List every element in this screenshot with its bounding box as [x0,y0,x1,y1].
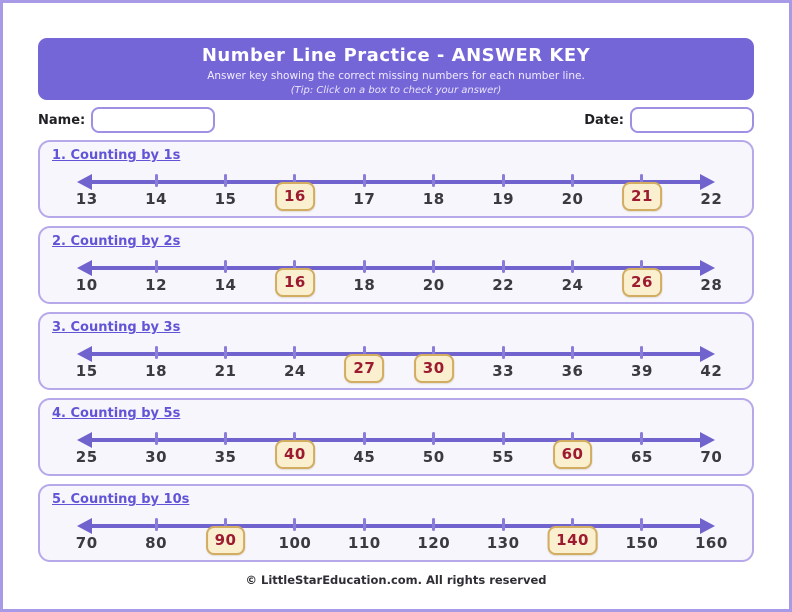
number-label: 24 [561,276,584,294]
number-cell [260,166,329,214]
number-cell [399,252,468,300]
number-label: 18 [422,190,445,208]
number-line-bar [90,352,702,356]
tick-mark [640,432,643,445]
number-label: 130 [486,534,520,552]
number-line-bar [90,180,702,184]
number-cell [121,510,190,558]
number-label: 14 [214,276,237,294]
tick-mark [363,518,366,531]
number-cell [191,510,260,558]
number-cell [538,252,607,300]
footer-copyright: © LittleStarEducation.com. All rights reserved [245,573,547,587]
section-2 [38,226,754,304]
tick-mark [293,518,296,531]
number-label: 17 [353,190,376,208]
number-cell [260,510,329,558]
tick-mark [224,174,227,187]
tick-mark [432,260,435,273]
number-cell [538,166,607,214]
number-label: 30 [145,448,168,466]
number-label: 100 [278,534,312,552]
sections-list [38,140,754,562]
number-cell [330,424,399,472]
number-cell [260,252,329,300]
number-label: 12 [145,276,168,294]
tick-mark [571,174,574,187]
number-cells [52,252,746,300]
number-cell [468,338,537,386]
date-input[interactable] [630,107,754,133]
section-title: 5. Counting by 10s [52,492,190,507]
page-container [3,3,789,587]
tick-mark [640,346,643,359]
number-cell [330,166,399,214]
tick-mark [363,174,366,187]
answer-box[interactable]: 27 [344,354,384,383]
number-label: 65 [631,448,653,466]
number-line-bar [90,438,702,442]
section-title: 1. Counting by 1s [52,148,181,163]
number-label: 33 [492,362,515,380]
tick-mark [224,432,227,445]
section-5 [38,484,754,562]
number-cells [52,424,746,472]
number-cell [399,166,468,214]
arrow-right-icon [700,518,715,534]
number-cell [121,338,190,386]
answer-box[interactable]: 140 [547,526,598,555]
number-label: 39 [631,362,653,380]
number-label: 55 [492,448,515,466]
arrow-left-icon [77,518,92,534]
number-cell [330,338,399,386]
number-label: 28 [700,276,723,294]
number-line-bar [90,524,702,528]
number-cell [538,510,607,558]
tick-mark [155,346,158,359]
tick-mark [640,518,643,531]
section-title: 3. Counting by 3s [52,320,181,335]
number-label: 14 [145,190,168,208]
arrow-left-icon [77,174,92,190]
tick-mark [155,174,158,187]
tick-mark [502,174,505,187]
tick-mark [432,174,435,187]
number-cell [260,424,329,472]
tick-mark [502,432,505,445]
number-label: 19 [492,190,515,208]
number-label: 35 [214,448,237,466]
number-label: 20 [422,276,445,294]
tick-mark [502,260,505,273]
number-cell [260,338,329,386]
page-title: Number Line Practice - ANSWER KEY [201,45,591,66]
number-cell [607,424,676,472]
tick-mark [155,432,158,445]
number-cell [607,338,676,386]
section-3 [38,312,754,390]
tick-mark [363,260,366,273]
number-cell [468,424,537,472]
number-cell [191,424,260,472]
name-date-row [38,106,754,134]
name-label: Name: [38,112,86,128]
number-line [40,510,752,558]
tick-mark [155,260,158,273]
section-1 [38,140,754,218]
section-title: 2. Counting by 2s [52,234,181,249]
tick-mark [571,260,574,273]
tick-mark [155,518,158,531]
number-cell [191,166,260,214]
number-cell [399,424,468,472]
number-line [40,166,752,214]
number-line [40,252,752,300]
number-label: 22 [492,276,515,294]
number-label: 50 [422,448,445,466]
tick-mark [293,346,296,359]
answer-box[interactable]: 90 [206,526,246,555]
tick-mark [432,518,435,531]
number-cell [399,510,468,558]
number-label: 25 [75,448,98,466]
answer-box[interactable]: 16 [275,268,315,297]
number-line-bar [90,266,702,270]
number-cell [607,166,676,214]
number-label: 24 [283,362,306,380]
number-cell [468,166,537,214]
header-banner [38,38,754,100]
number-label: 18 [145,362,168,380]
number-label: 13 [75,190,98,208]
number-label: 15 [214,190,237,208]
number-label: 15 [75,362,98,380]
number-label: 10 [75,276,98,294]
tip-text: (Tip: Click on a box to check your answer) [290,85,502,96]
section-title: 4. Counting by 5s [52,406,181,421]
tick-mark [571,346,574,359]
number-label: 110 [347,534,381,552]
date-label: Date: [584,112,624,128]
number-cell [538,424,607,472]
number-cell [121,424,190,472]
arrow-left-icon [77,260,92,276]
number-label: 42 [700,362,723,380]
number-cell [330,252,399,300]
arrow-right-icon [700,432,715,448]
arrow-left-icon [77,432,92,448]
tick-mark [502,346,505,359]
number-cell [538,338,607,386]
answer-box[interactable]: 16 [275,182,315,211]
number-cell [191,252,260,300]
number-label: 20 [561,190,584,208]
number-cell [121,166,190,214]
answer-box[interactable]: 60 [553,440,593,469]
number-label: 45 [353,448,376,466]
number-label: 120 [417,534,451,552]
number-label: 36 [561,362,584,380]
number-line [40,424,752,472]
tick-mark [224,260,227,273]
section-4 [38,398,754,476]
number-cells [52,166,746,214]
answer-box[interactable]: 30 [414,354,454,383]
number-cell [607,252,676,300]
name-field-group [38,107,215,133]
date-field-group [584,107,754,133]
number-cells [52,338,746,386]
number-label: 80 [145,534,168,552]
tick-mark [363,432,366,445]
number-cell [121,252,190,300]
number-cells [52,510,746,558]
number-label: 150 [625,534,659,552]
page-subtitle: Answer key showing the correct missing numbers for each number line. [207,70,585,82]
answer-box[interactable]: 21 [622,182,662,211]
number-label: 70 [75,534,98,552]
number-cell [468,252,537,300]
answer-box[interactable]: 40 [275,440,315,469]
number-cell [399,338,468,386]
arrow-right-icon [700,346,715,362]
number-cell [191,338,260,386]
arrow-right-icon [700,260,715,276]
answer-box[interactable]: 26 [622,268,662,297]
number-line [40,338,752,386]
name-input[interactable] [91,107,215,133]
number-label: 70 [700,448,723,466]
number-cell [607,510,676,558]
number-label: 160 [694,534,728,552]
arrow-right-icon [700,174,715,190]
arrow-left-icon [77,346,92,362]
number-cell [330,510,399,558]
number-label: 21 [214,362,237,380]
number-cell [468,510,537,558]
tick-mark [432,432,435,445]
tick-mark [502,518,505,531]
tick-mark [224,346,227,359]
number-label: 18 [353,276,376,294]
number-label: 22 [700,190,723,208]
